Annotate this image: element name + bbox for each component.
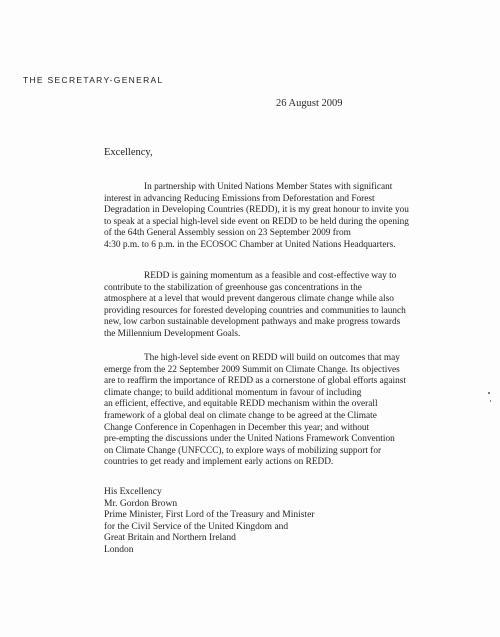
paragraph-line: In partnership with United Nations Member States with significant [144, 182, 393, 192]
salutation: Excellency, [104, 147, 153, 158]
letter-date: 26 August 2009 [276, 98, 343, 109]
paragraph-line: to speak at a special high-level side event on REDD to be held during the opening [104, 216, 409, 227]
paragraph-line: contribute to the stabilization of greenhouse gas concentrations in the [104, 282, 362, 293]
paragraph-side-event [104, 353, 444, 469]
paragraph-redd-momentum [104, 271, 444, 341]
paragraph-line: new, low carbon sustainable development pathways and make progress towards [104, 317, 401, 328]
paragraph-line: framework of a global deal on climate change to be agreed at the Climate [104, 410, 377, 421]
paragraph-line: on Climate Change (UNFCCC), to explore ways of mobilizing support for [104, 445, 382, 456]
paragraph-line: emerge from the 22 September 2009 Summit on Climate Change. Its objectives [104, 364, 400, 375]
paragraph-line: of the 64th General Assembly session on 23 September 2009 from [104, 228, 351, 239]
paragraph-line: providing resources for forested developing countries and communities to launch [104, 305, 406, 316]
paragraph-line: countries to get ready and implement early actions on REDD. [104, 457, 334, 468]
letterhead: THE SECRETARY-GENERAL [23, 75, 164, 85]
paragraph-line: interest in advancing Reducing Emissions from Deforestation and Forest [104, 193, 375, 204]
paragraph-line: atmosphere at a level that would prevent dangerous climate change while also [104, 294, 394, 305]
address-line: Prime Minister, First Lord of the Treasury and Minister [104, 510, 315, 521]
paragraph-line: REDD is gaining momentum as a feasible and cost-effective way to [144, 271, 397, 281]
paragraph-line: the Millennium Development Goals. [104, 328, 241, 339]
paragraph-line: 4:30 p.m. to 6 p.m. in the ECOSOC Chamber at United Nations Headquarters. [104, 239, 396, 250]
scan-speck [488, 392, 490, 394]
recipient-address [104, 487, 314, 557]
paragraph-line: Change Conference in Copenhagen in December this year; and without [104, 422, 370, 433]
address-line: Great Britain and Northern Ireland [104, 533, 236, 544]
address-line: for the Civil Service of the United Kingdom and [104, 521, 289, 532]
paragraph-line: pre-empting the discussions under the United Nations Framework Convention [104, 434, 395, 445]
address-line: His Excellency [104, 487, 162, 497]
paragraph-line: an efficient, effective, and equitable REDD mechanism within the overall [104, 399, 378, 410]
paragraph-line: are to reaffirm the importance of REDD as a cornerstone of global efforts against [104, 376, 406, 387]
scan-speck [490, 400, 491, 402]
address-line: Mr. Gordon Brown [104, 498, 178, 509]
paragraph-line: The high-level side event on REDD will build on outcomes that may [144, 353, 400, 363]
paragraph-line: Degradation in Developing Countries (REDD), it is my great honour to invite you [104, 205, 409, 216]
paragraph-invitation [104, 182, 444, 252]
paragraph-line: climate change; to build additional momentum in favour of including [104, 387, 362, 398]
address-line: London [104, 544, 134, 555]
